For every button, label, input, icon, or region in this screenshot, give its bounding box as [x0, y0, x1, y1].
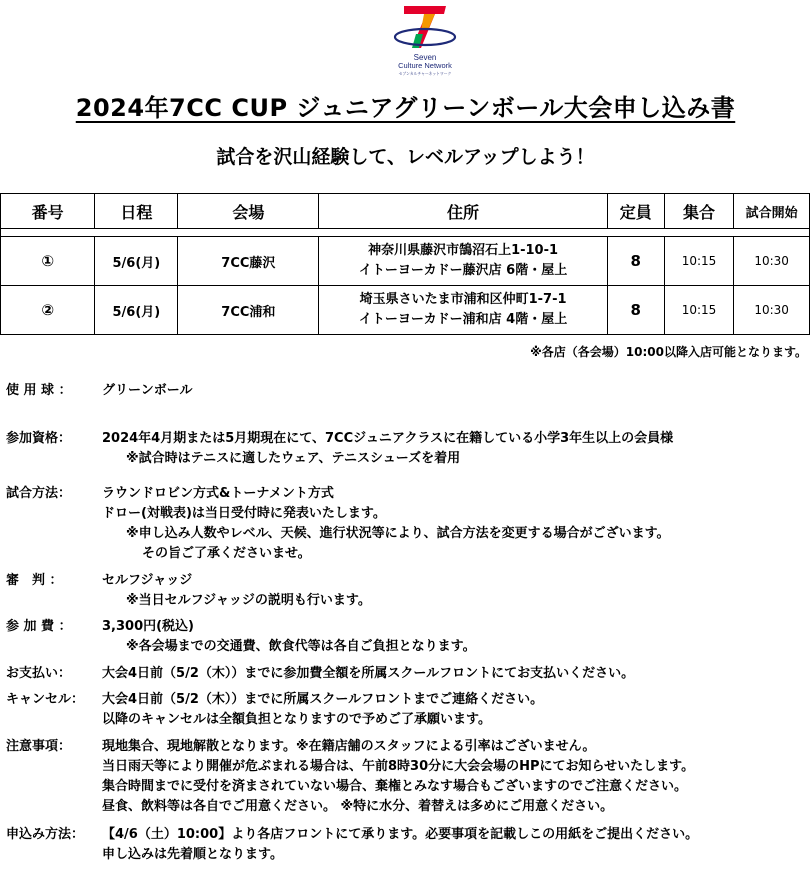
page-title: 2024年7CC CUP ジュニアグリーンボール大会申し込み書	[75, 94, 736, 122]
row-address: 埼玉県さいたま市浦和区仲町1-7-1 イトーヨーカドー浦和店 4階・屋上	[319, 286, 607, 335]
section-notes: 注意事項： 現地集合、現地解散となります。※在籍店舗のスタッフによる引率はございません。 当日雨天等により開催が危ぶまれる場合は、午前8時30分に大会会場のHPにてお知らせいたします。 集合時間までに受付を済まされていない場合、棄権とみなす場合もございますのでご注意ください。 昼食、飲料等は各自でご用意ください。 ※特に水分、着替えは多めにご用意ください。	[6, 739, 695, 814]
section-payment: お支払い： 大会4日前（5/2（木））までに参加費全額を所属スクールフロントにてお支払いください。	[6, 664, 92, 684]
row-start-time: 10:30	[734, 237, 810, 286]
logo-tagline: セブンカルチャーネットワーク	[398, 71, 452, 76]
header-date: 日程	[95, 194, 178, 229]
header-meet-time: 集合	[664, 194, 733, 229]
schedule-table	[0, 193, 810, 335]
row-capacity: 8	[607, 286, 664, 335]
row-meet-time: 10:15	[664, 286, 733, 335]
section-ball: 使 用 球 ： グリーンボール	[6, 381, 92, 401]
table-row	[1, 286, 810, 335]
header-venue: 会場	[178, 194, 319, 229]
section-fee: 参 加 費 ： 3,300円(税込) ※各会場までの交通費、飲食代等は各自ご負担となります。	[6, 619, 476, 654]
section-label: 使 用 球 ：	[6, 383, 72, 398]
row-venue: 7CC藤沢	[178, 237, 319, 286]
header-number: 番号	[1, 194, 95, 229]
row-address: 神奈川県藤沢市鵠沼石上1-10-1 イトーヨーカドー藤沢店 6階・屋上	[319, 237, 607, 286]
row-date: 5/6(月)	[95, 286, 178, 335]
table-header-row	[1, 194, 810, 229]
logo-name: Culture Network	[398, 61, 452, 70]
row-meet-time: 10:15	[664, 237, 733, 286]
section-label: 注意事項：	[6, 739, 72, 754]
section-label: お支払い：	[6, 666, 72, 681]
header-address: 住所	[319, 194, 607, 229]
seven-culture-network-logo	[388, 4, 462, 78]
row-venue: 7CC浦和	[178, 286, 319, 335]
entry-time-note: ※各店（各会場）10:00以降入店可能となります。	[530, 345, 807, 359]
section-label: 審 判 ：	[6, 573, 63, 588]
section-eligibility: 参加資格： 2024年4月期または5月期現在にて、7CCジュニアクラスに在籍している小学3年生以上の会員様 ※試合時はテニスに適したウェア、テニスシューズを着用	[6, 431, 674, 466]
section-label: 試合方法：	[6, 486, 72, 501]
section-referee: 審 判 ： セルフジャッジ ※当日セルフジャッジの説明も行います。	[6, 573, 371, 608]
row-capacity: 8	[607, 237, 664, 286]
section-label: 参加資格：	[6, 431, 72, 446]
row-start-time: 10:30	[734, 286, 810, 335]
table-row	[1, 237, 810, 286]
section-label: キャンセル：	[6, 692, 85, 707]
header-capacity: 定員	[607, 194, 664, 229]
row-number: ①	[1, 237, 95, 286]
page-subtitle: 試合を沢山経験して、レベルアップしよう！	[216, 146, 595, 168]
section-label: 申込み方法：	[6, 827, 85, 842]
logo-brand: Seven	[413, 53, 437, 62]
section-cancel: キャンセル： 大会4日前（5/2（木））までに所属スクールフロントまでご連絡ください。 以降のキャンセルは全額負担となりますので予めご了承願います。	[6, 692, 544, 727]
row-number: ②	[1, 286, 95, 335]
section-label: 参 加 費 ：	[6, 619, 72, 634]
header-start-time: 試合開始	[734, 194, 810, 229]
row-date: 5/6(月)	[95, 237, 178, 286]
section-apply: 申込み方法： 【4/6（土）10:00】より各店フロントにて承ります。必要事項を記載しこの用紙をご提出ください。 申し込みは先着順となります。	[6, 827, 699, 862]
section-format: 試合方法： ラウンドロビン方式&トーナメント方式 ドロー(対戦表)は当日受付時に発表いたします。 ※申し込み人数やレベル、天候、進行状況等により、試合方法を変更する場合がございます。 その旨ご了承くださいませ。	[6, 486, 670, 561]
